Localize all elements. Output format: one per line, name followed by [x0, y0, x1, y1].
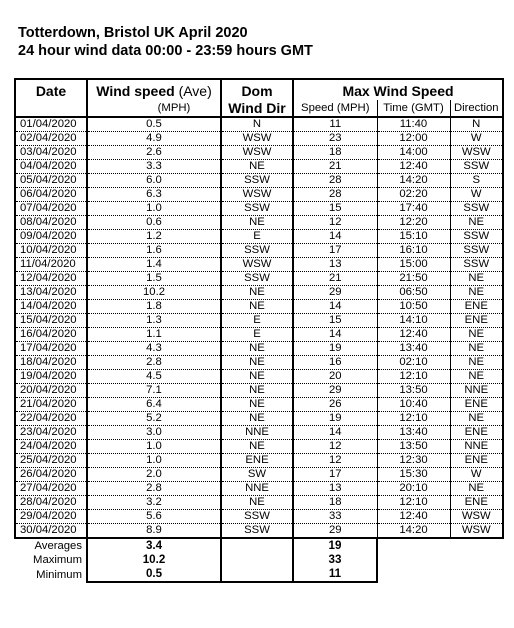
cell-time: 13:50 — [377, 440, 450, 454]
cell-dom-dir: SSW — [221, 174, 293, 188]
cell-max-speed: 13 — [293, 258, 377, 272]
cell-dom-dir: SSW — [221, 272, 293, 286]
summary-row — [15, 553, 503, 567]
summary-row — [15, 538, 503, 553]
cell-time: 12:30 — [377, 454, 450, 468]
cell-ave-speed: 1.0 — [87, 440, 221, 454]
cell-ave-speed: 2.0 — [87, 468, 221, 482]
cell-time: 12:40 — [377, 328, 450, 342]
cell-date: 23/04/2020 — [15, 426, 87, 440]
cell-ave-speed: 2.8 — [87, 482, 221, 496]
cell-max-speed: 17 — [293, 244, 377, 258]
cell-ave-speed: 3.3 — [87, 160, 221, 174]
cell-dom-dir: NNE — [221, 426, 293, 440]
summary-ave: 10.2 — [87, 553, 221, 567]
cell-date: 08/04/2020 — [15, 216, 87, 230]
page-subtitle: 24 hour wind data 00:00 - 23:59 hours GMT — [18, 43, 313, 59]
cell-date: 07/04/2020 — [15, 202, 87, 216]
table-row — [15, 454, 503, 468]
cell-dom-dir: SSW — [221, 510, 293, 524]
cell-date: 13/04/2020 — [15, 286, 87, 300]
cell-ave-speed: 1.2 — [87, 230, 221, 244]
table-row — [15, 370, 503, 384]
cell-ave-speed: 2.6 — [87, 146, 221, 160]
cell-direction: ENE — [450, 314, 503, 328]
cell-dom-dir: NE — [221, 286, 293, 300]
cell-time: 10:40 — [377, 398, 450, 412]
summary-label: Averages — [34, 540, 82, 552]
cell-dom-dir: SSW — [221, 244, 293, 258]
cell-direction: WSW — [450, 524, 503, 539]
cell-date: 06/04/2020 — [15, 188, 87, 202]
cell-direction: NE — [450, 412, 503, 426]
cell-date: 12/04/2020 — [15, 272, 87, 286]
wind-data-table — [14, 78, 504, 583]
cell-date: 18/04/2020 — [15, 356, 87, 370]
cell-max-speed: 19 — [293, 412, 377, 426]
table-row — [15, 412, 503, 426]
cell-date: 30/04/2020 — [15, 524, 87, 539]
cell-max-speed: 20 — [293, 370, 377, 384]
cell-date: 24/04/2020 — [15, 440, 87, 454]
cell-direction: NE — [450, 286, 503, 300]
summary-row — [15, 567, 503, 582]
table-row — [15, 482, 503, 496]
cell-date: 10/04/2020 — [15, 244, 87, 258]
cell-ave-speed: 0.6 — [87, 216, 221, 230]
summary-max: 33 — [293, 553, 377, 567]
header-date-blank — [15, 100, 87, 117]
header-dom: Dom — [221, 79, 293, 100]
cell-time: 20:10 — [377, 482, 450, 496]
cell-max-speed: 18 — [293, 146, 377, 160]
cell-dom-dir: NE — [221, 160, 293, 174]
cell-time: 06:50 — [377, 286, 450, 300]
cell-time: 15:10 — [377, 230, 450, 244]
table-row — [15, 258, 503, 272]
cell-dom-dir: NE — [221, 496, 293, 510]
cell-ave-speed: 1.0 — [87, 454, 221, 468]
cell-max-speed: 21 — [293, 160, 377, 174]
cell-max-speed: 14 — [293, 426, 377, 440]
cell-dom-dir: SSW — [221, 202, 293, 216]
cell-time: 15:00 — [377, 258, 450, 272]
table-row — [15, 496, 503, 510]
table-row — [15, 117, 503, 132]
cell-direction: NNE — [450, 440, 503, 454]
cell-date: 17/04/2020 — [15, 342, 87, 356]
cell-date: 29/04/2020 — [15, 510, 87, 524]
cell-direction: S — [450, 174, 503, 188]
cell-max-speed: 23 — [293, 132, 377, 146]
cell-ave-speed: 2.8 — [87, 356, 221, 370]
cell-dom-dir: WSW — [221, 258, 293, 272]
cell-ave-speed: 5.2 — [87, 412, 221, 426]
cell-direction: ENE — [450, 300, 503, 314]
cell-ave-speed: 1.8 — [87, 300, 221, 314]
cell-ave-speed: 1.0 — [87, 202, 221, 216]
cell-direction: NE — [450, 482, 503, 496]
cell-date: 05/04/2020 — [15, 174, 87, 188]
cell-ave-speed: 4.3 — [87, 342, 221, 356]
cell-max-speed: 14 — [293, 300, 377, 314]
cell-date: 03/04/2020 — [15, 146, 87, 160]
cell-direction: ENE — [450, 426, 503, 440]
table-row — [15, 510, 503, 524]
summary-ave: 3.4 — [87, 538, 221, 553]
cell-dom-dir: NE — [221, 300, 293, 314]
cell-date: 26/04/2020 — [15, 468, 87, 482]
cell-time: 13:40 — [377, 342, 450, 356]
cell-direction: W — [450, 468, 503, 482]
cell-max-speed: 29 — [293, 286, 377, 300]
cell-max-speed: 28 — [293, 188, 377, 202]
cell-dom-dir: NE — [221, 384, 293, 398]
cell-direction: ENE — [450, 454, 503, 468]
cell-date: 20/04/2020 — [15, 384, 87, 398]
cell-time: 16:10 — [377, 244, 450, 258]
table-row — [15, 188, 503, 202]
cell-time: 14:20 — [377, 174, 450, 188]
cell-direction: SSW — [450, 230, 503, 244]
cell-max-speed: 11 — [293, 117, 377, 132]
cell-time: 02:10 — [377, 356, 450, 370]
cell-direction: NE — [450, 272, 503, 286]
cell-time: 12:20 — [377, 216, 450, 230]
cell-time: 10:50 — [377, 300, 450, 314]
cell-max-speed: 12 — [293, 440, 377, 454]
cell-dom-dir: WSW — [221, 132, 293, 146]
summary-empty — [377, 567, 503, 582]
cell-ave-speed: 7.1 — [87, 384, 221, 398]
cell-time: 13:40 — [377, 426, 450, 440]
cell-time: 02:20 — [377, 188, 450, 202]
header-date: Date — [15, 79, 87, 100]
cell-time: 14:20 — [377, 524, 450, 539]
cell-dom-dir: WSW — [221, 188, 293, 202]
cell-max-speed: 21 — [293, 272, 377, 286]
cell-direction: SSW — [450, 202, 503, 216]
cell-time: 21:50 — [377, 272, 450, 286]
table-row — [15, 146, 503, 160]
table-row — [15, 356, 503, 370]
cell-max-speed: 18 — [293, 496, 377, 510]
cell-ave-speed: 4.5 — [87, 370, 221, 384]
table-row — [15, 300, 503, 314]
cell-time: 14:00 — [377, 146, 450, 160]
cell-max-speed: 33 — [293, 510, 377, 524]
cell-max-speed: 12 — [293, 216, 377, 230]
table-row — [15, 524, 503, 539]
summary-empty — [377, 553, 503, 567]
cell-direction: SSW — [450, 160, 503, 174]
cell-max-speed: 26 — [293, 398, 377, 412]
cell-date: 04/04/2020 — [15, 160, 87, 174]
cell-date: 15/04/2020 — [15, 314, 87, 328]
cell-time: 15:30 — [377, 468, 450, 482]
cell-date: 25/04/2020 — [15, 454, 87, 468]
cell-date: 14/04/2020 — [15, 300, 87, 314]
table-row — [15, 160, 503, 174]
cell-time: 12:10 — [377, 370, 450, 384]
cell-ave-speed: 8.9 — [87, 524, 221, 539]
cell-date: 09/04/2020 — [15, 230, 87, 244]
table-row — [15, 468, 503, 482]
cell-time: 12:40 — [377, 160, 450, 174]
cell-time: 11:40 — [377, 117, 450, 132]
cell-max-speed: 29 — [293, 384, 377, 398]
cell-dom-dir: N — [221, 117, 293, 132]
header-wind-speed: Wind speed (Ave) — [87, 79, 221, 100]
summary-label: Maximum — [33, 554, 82, 566]
cell-dom-dir: NE — [221, 440, 293, 454]
table-row — [15, 342, 503, 356]
cell-ave-speed: 10.2 — [87, 286, 221, 300]
summary-max: 11 — [293, 567, 377, 582]
cell-date: 02/04/2020 — [15, 132, 87, 146]
cell-direction: ENE — [450, 398, 503, 412]
cell-dom-dir: SW — [221, 468, 293, 482]
cell-date: 21/04/2020 — [15, 398, 87, 412]
summary-blank — [221, 553, 293, 567]
table-row — [15, 426, 503, 440]
table-row — [15, 314, 503, 328]
cell-date: 16/04/2020 — [15, 328, 87, 342]
cell-date: 28/04/2020 — [15, 496, 87, 510]
table-row — [15, 216, 503, 230]
cell-dom-dir: NE — [221, 356, 293, 370]
cell-direction: SSW — [450, 244, 503, 258]
cell-max-speed: 14 — [293, 230, 377, 244]
cell-time: 17:40 — [377, 202, 450, 216]
cell-ave-speed: 1.4 — [87, 258, 221, 272]
cell-date: 19/04/2020 — [15, 370, 87, 384]
cell-dom-dir: NE — [221, 412, 293, 426]
cell-dom-dir: WSW — [221, 146, 293, 160]
cell-max-speed: 14 — [293, 328, 377, 342]
cell-ave-speed: 4.9 — [87, 132, 221, 146]
cell-ave-speed: 0.5 — [87, 117, 221, 132]
cell-ave-speed: 6.4 — [87, 398, 221, 412]
cell-dom-dir: SSW — [221, 524, 293, 539]
cell-time: 13:50 — [377, 384, 450, 398]
cell-ave-speed: 1.5 — [87, 272, 221, 286]
cell-max-speed: 16 — [293, 356, 377, 370]
cell-dom-dir: E — [221, 328, 293, 342]
header-time-gmt: Time (GMT) — [377, 100, 450, 117]
cell-date: 11/04/2020 — [15, 258, 87, 272]
table-row — [15, 244, 503, 258]
cell-max-speed: 29 — [293, 524, 377, 539]
cell-ave-speed: 3.0 — [87, 426, 221, 440]
summary-empty — [377, 538, 503, 553]
cell-time: 12:10 — [377, 412, 450, 426]
header-mph: (MPH) — [87, 100, 221, 117]
table-row — [15, 286, 503, 300]
cell-dom-dir: NE — [221, 370, 293, 384]
summary-max: 19 — [293, 538, 377, 553]
table-row — [15, 132, 503, 146]
header-speed-mph: Speed (MPH) — [293, 100, 377, 117]
cell-dom-dir: NE — [221, 342, 293, 356]
cell-time: 12:00 — [377, 132, 450, 146]
cell-direction: NE — [450, 328, 503, 342]
header-direction: Direction — [450, 100, 503, 117]
table-row — [15, 440, 503, 454]
cell-direction: NE — [450, 370, 503, 384]
header-max-wind-speed: Max Wind Speed — [293, 79, 503, 100]
cell-ave-speed: 6.0 — [87, 174, 221, 188]
table-row — [15, 384, 503, 398]
cell-max-speed: 12 — [293, 454, 377, 468]
cell-dom-dir: E — [221, 230, 293, 244]
cell-direction: WSW — [450, 146, 503, 160]
summary-label: Minimum — [36, 568, 82, 581]
cell-max-speed: 19 — [293, 342, 377, 356]
table-row — [15, 328, 503, 342]
summary-blank — [221, 567, 293, 582]
page-title: Totterdown, Bristol UK April 2020 — [18, 25, 248, 41]
cell-ave-speed: 6.3 — [87, 188, 221, 202]
table-row — [15, 174, 503, 188]
cell-ave-speed: 5.6 — [87, 510, 221, 524]
cell-direction: NNE — [450, 384, 503, 398]
summary-ave: 0.5 — [87, 567, 221, 582]
cell-time: 12:40 — [377, 510, 450, 524]
cell-direction: NE — [450, 342, 503, 356]
cell-dom-dir: NE — [221, 398, 293, 412]
cell-dom-dir: ENE — [221, 454, 293, 468]
cell-max-speed: 15 — [293, 202, 377, 216]
table-row — [15, 230, 503, 244]
cell-max-speed: 13 — [293, 482, 377, 496]
cell-max-speed: 15 — [293, 314, 377, 328]
summary-blank — [221, 538, 293, 553]
cell-time: 14:10 — [377, 314, 450, 328]
cell-direction: SSW — [450, 258, 503, 272]
cell-ave-speed: 1.1 — [87, 328, 221, 342]
cell-date: 01/04/2020 — [15, 117, 87, 132]
cell-ave-speed: 1.6 — [87, 244, 221, 258]
cell-direction: ENE — [450, 496, 503, 510]
cell-direction: N — [450, 117, 503, 132]
header-wind-dir: Wind Dir — [221, 100, 293, 117]
cell-direction: NE — [450, 356, 503, 370]
cell-max-speed: 28 — [293, 174, 377, 188]
cell-ave-speed: 1.3 — [87, 314, 221, 328]
cell-ave-speed: 3.2 — [87, 496, 221, 510]
cell-dom-dir: NE — [221, 216, 293, 230]
cell-date: 22/04/2020 — [15, 412, 87, 426]
cell-dom-dir: E — [221, 314, 293, 328]
cell-time: 12:10 — [377, 496, 450, 510]
cell-direction: W — [450, 188, 503, 202]
cell-direction: NE — [450, 216, 503, 230]
cell-direction: W — [450, 132, 503, 146]
cell-max-speed: 17 — [293, 468, 377, 482]
cell-date: 27/04/2020 — [15, 482, 87, 496]
cell-dom-dir: NNE — [221, 482, 293, 496]
table-row — [15, 272, 503, 286]
table-row — [15, 202, 503, 216]
table-row — [15, 398, 503, 412]
cell-direction: WSW — [450, 510, 503, 524]
